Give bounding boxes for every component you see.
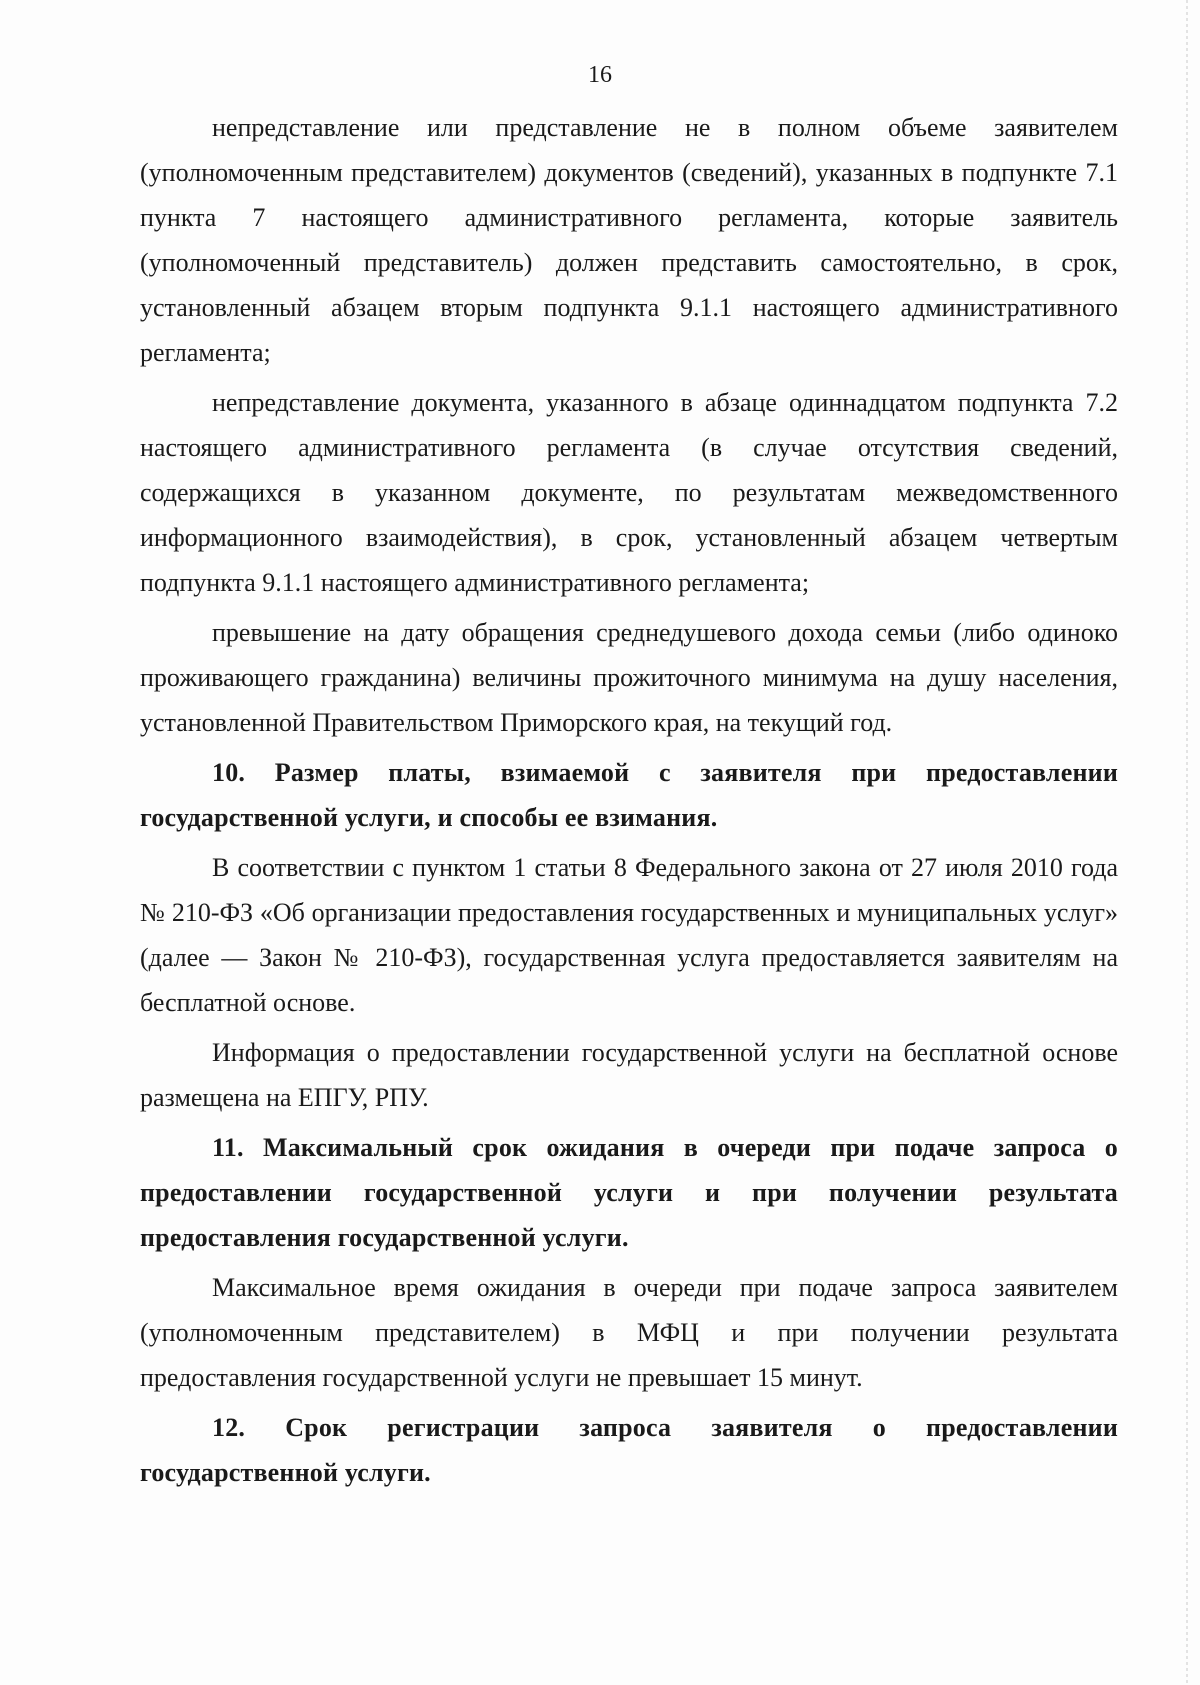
paragraph-nonsubmission-documents: непредставление или представление не в полном объеме заявителем (уполномоченным представителем) документов (сведений), указанных в подпункте 7.1 пункта 7 настоящего административного регламента, которые заявитель (уполномоченный представитель) должен представить самостоятельно, в срок, установленный абзацем вторым подпункта 9.1.1 настоящего административного регламента; — [140, 113, 1118, 367]
scan-edge — [1186, 0, 1190, 1685]
document-body — [140, 105, 1118, 1500]
page-number: 16 — [588, 62, 612, 88]
section-heading-10: 10. Размер платы, взимаемой с заявителя при предоставлении государственной услуги, и способы ее взимания. — [140, 758, 1118, 832]
paragraph-free-info-published: Информация о предоставлении государственной услуги на бесплатной основе размещена на ЕПГУ, РПУ. — [140, 1038, 1118, 1112]
paragraph-max-wait-time: Максимальное время ожидания в очереди при подаче запроса заявителем (уполномоченным представителем) в МФЦ и при получении результата предоставления государственной услуги не превышает 15 минут. — [140, 1273, 1118, 1392]
section-heading-11: 11. Максимальный срок ожидания в очереди при подаче запроса о предоставлении государственной услуги и при получении результата предоставления государственной услуги. — [140, 1133, 1118, 1252]
paragraph-free-of-charge: В соответствии с пунктом 1 статьи 8 Федерального закона от 27 июля 2010 года № 210-ФЗ «Об организации предоставления государственных и муниципальных услуг» (далее — Закон № 210-ФЗ), государственная услуга предоставляется заявителям на бесплатной основе. — [140, 853, 1118, 1017]
section-heading-12: 12. Срок регистрации запроса заявителя о предоставлении государственной услуги. — [140, 1413, 1118, 1487]
paragraph-nonsubmission-document-7-2: непредставление документа, указанного в абзаце одиннадцатом подпункта 7.2 настоящего административного регламента (в случае отсутствия сведений, содержащихся в указанном документе, по результатам межведомственного информационного взаимодействия), в срок, установленный абзацем четвертым подпункта 9.1.1 настоящего административного регламента; — [140, 388, 1118, 597]
paragraph-income-excess: превышение на дату обращения среднедушевого дохода семьи (либо одиноко проживающего гражданина) величины прожиточного минимума на душу населения, установленной Правительством Приморского края, на текущий год. — [140, 618, 1118, 737]
